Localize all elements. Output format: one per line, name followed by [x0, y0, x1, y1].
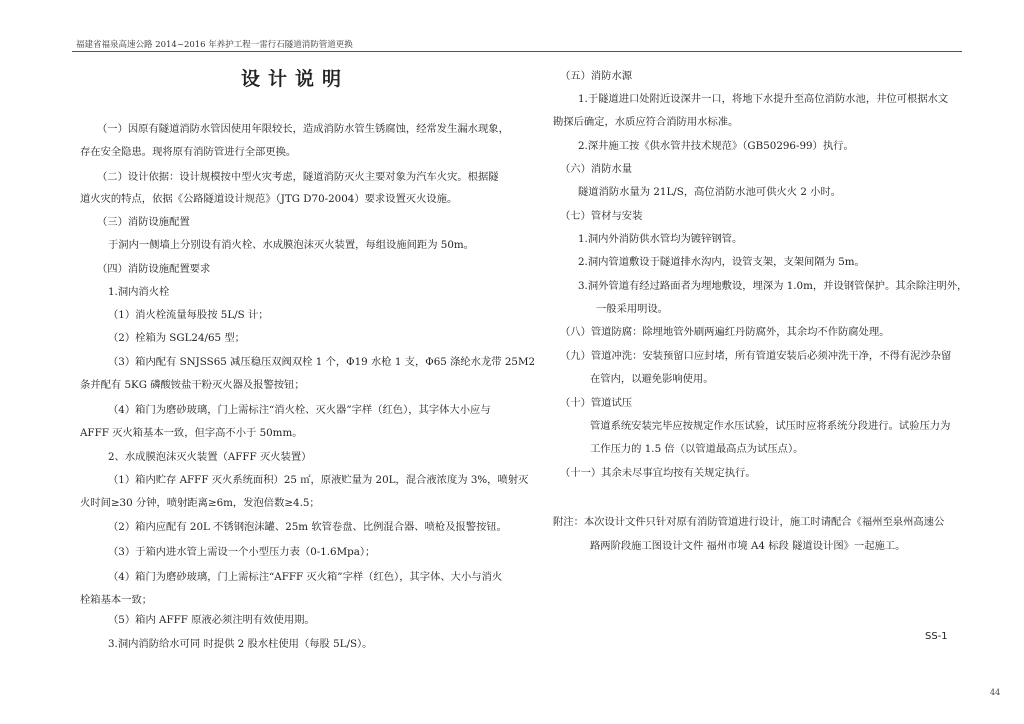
text-line: 勘探后确定，水质应符合消防用水标准。: [553, 116, 739, 128]
text-line: （1）消火栓流量每股按 5L/S 计；: [108, 309, 269, 321]
text-line: 火时间≥30 分钟，喷射距离≥6m，发泡倍数≥4.5；: [80, 497, 320, 509]
text-line: （三）消防设施配置: [97, 216, 190, 228]
text-line: 1.洞内外消防供水管均为镀锌钢管。: [578, 233, 743, 245]
text-line: （十）管道试压: [560, 397, 633, 409]
footnote-line: 附注：本次设计文件只针对原有消防管道进行设计，施工时请配合《福州至泉州高速公: [553, 516, 945, 528]
text-line: 隧道消防水量为 21L/S，高位消防水池可供火火 2 小时。: [578, 186, 842, 198]
page-number: 44: [990, 688, 1001, 697]
text-line: 在管内，以避免影响使用。: [590, 373, 714, 385]
text-line: （1）箱内贮存 AFFF 灭火系统面积）25 ㎡，原液贮量为 20L，混合液浓度为 3%，喷射灭: [108, 474, 529, 486]
header-divider: [72, 51, 962, 52]
text-line: （3）于箱内进水管上需设一个小型压力表（0-1.6Mpa）；: [108, 546, 376, 558]
text-line: 2.深井施工按《供水管井技术规范》（GB50296-99）执行。: [578, 140, 854, 152]
text-line: （四）消防设施配置要求: [97, 263, 211, 275]
text-line: （五）消防水源: [560, 70, 633, 82]
text-line: （七）管材与安装: [560, 210, 643, 222]
text-line: 3.洞外管道有经过路面者为埋地敷设，埋深为 1.0m，并设钢管保护。其余除注明外，: [578, 280, 968, 292]
text-line: （九）管道冲洗：安装预留口应封堵，所有管道安装后必须冲洗干净，不得有泥沙杂留: [560, 350, 952, 362]
text-line: （4）箱门为磨砂玻璃，门上需标注“AFFF 灭火箱”字样（红色），其字体、大小与消火: [108, 571, 503, 583]
text-line: 条并配有 5KG 磷酸铵盐干粉灭火器及报警按钮；: [80, 379, 305, 391]
text-line: AFFF 灭火箱基本一致，但字高不小于 50mm。: [80, 427, 303, 439]
text-line: 1.于隧道进口处附近设深井一口，将地下水提升至高位消防水池，井位可根据水文: [578, 93, 949, 105]
text-line: 2.洞内管道敷设于隧道排水沟内，设管支架，支架间隔为 5m。: [578, 256, 865, 268]
text-line: （一）因原有隧道消防水管因使用年限较长，造成消防水管生锈腐蚀，经常发生漏水现象，: [97, 123, 509, 135]
text-line: （六）消防水量: [560, 163, 633, 175]
text-line: 存在安全隐患。现将原有消防管进行全部更换。: [80, 146, 297, 158]
text-line: 一般采用明设。: [596, 303, 669, 315]
text-line: 工作压力的 1.5 倍（以管道最高点为试压点）。: [590, 443, 804, 455]
text-line: 管道系统安装完毕应按规定作水压试验，试压时应将系统分段进行。试验压力为: [590, 420, 951, 432]
text-line: 于洞内一侧墙上分别设有消火栓、水成膜泡沫灭火装置，每组设施间距为 50m。: [108, 239, 474, 251]
text-line: 道火灾的特点，依据《公路隧道设计规范》（JTG D70-2004）要求设置灭火设施。: [80, 193, 458, 205]
text-line: （十一）其余未尽事宜均按有关规定执行。: [560, 467, 756, 479]
text-line: 2、水成膜泡沫灭火装置（AFFF 灭火装置）: [108, 451, 312, 463]
text-line: 栓箱基本一致；: [80, 594, 153, 606]
header-project: 福建省福泉高速公路 2014~2016 年养护工程一雷行石隧道消防管道更换: [76, 40, 353, 50]
text-line: （5）箱内 AFFF 原液必须注明有效使用期。: [108, 614, 315, 626]
drawing-code: SS-1: [925, 631, 948, 642]
text-line: （八）管道防腐：除埋地管外刷两遍红丹防腐外，其余均不作防腐处理。: [560, 326, 890, 338]
text-line: （二）设计依据：设计规模按中型火灾考虑，隧道消防灭火主要对象为汽车火灾。根据隧: [97, 171, 499, 183]
text-line: 1.洞内消火栓: [108, 286, 170, 298]
page-title: 设计说明: [240, 68, 349, 90]
text-line: 3.洞内消防给水可同 时提供 2 股水柱使用（每股 5L/S）。: [108, 638, 373, 650]
text-line: （3）箱内配有 SNJSS65 减压稳压双阀双栓 1 个，Φ19 水枪 1 支，Φ65 涤纶水龙带 25M2: [108, 356, 536, 368]
text-line: （2）箱内应配有 20L 不锈钢泡沫罐、25m 软管卷盘、比例混合器、喷枪及报警按钮。: [108, 521, 507, 533]
text-line: （4）箱门为磨砂玻璃，门上需标注“消火栓、灭火器”字样（红色），其字体大小应与: [108, 404, 491, 416]
footnote-line: 路两阶段施工图设计文件 福州市境 A4 标段 隧道设计图》一起施工。: [590, 540, 906, 552]
text-line: （2）栓箱为 SGL24/65 型；: [108, 332, 245, 344]
